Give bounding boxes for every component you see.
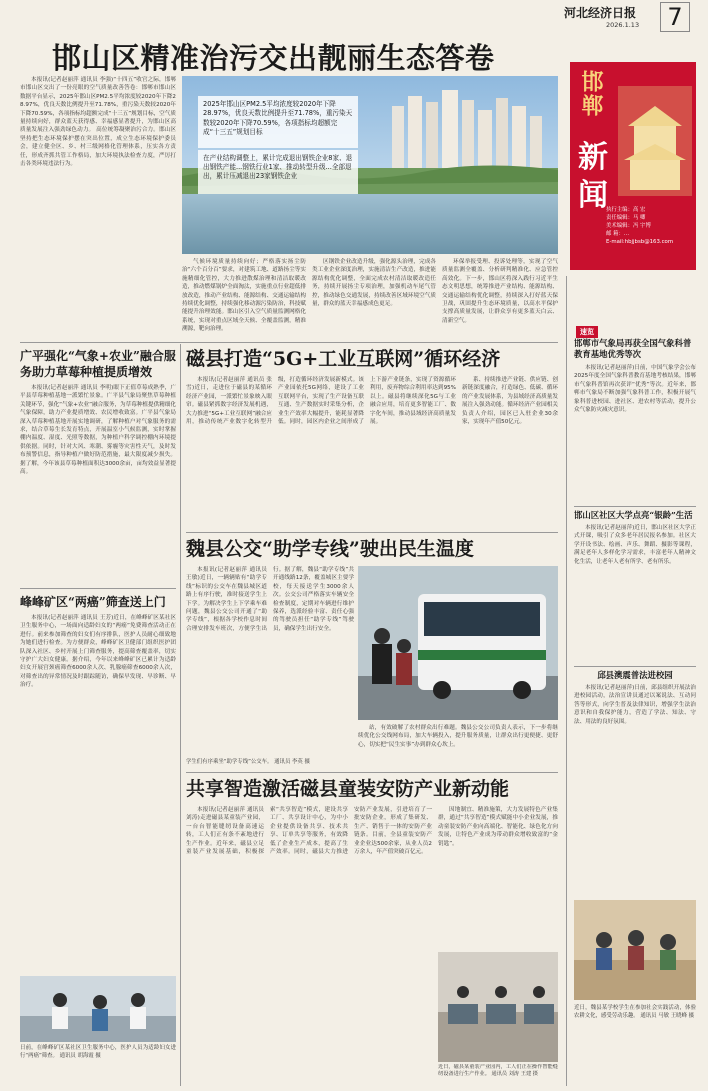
brief2-text bbox=[574, 524, 696, 664]
editor-line: 责任编辑：马 卿 bbox=[606, 215, 646, 221]
story6-caption-text: 近日，磁县某童装产业园内，工人们正在操作智能缝纫设备进行生产作业。 通讯员 刘涛 王建 摄 bbox=[438, 1064, 558, 1078]
story4-text2 bbox=[462, 376, 558, 528]
story6-paragraph-2: 因地制宜、精准施策，大力发展特色产业集群，通过“共享智造”模式赋能中小企业发展，推动童装安防产业向高端化、智能化、绿色化方向发展，让特色产业成为带动群众增收致富的“金钥匙”。 bbox=[438, 807, 558, 847]
story3-caption-text: 日前，在峰峰矿区某社区卫生服务中心，医护人员为适龄妇女进行“两癌”筛查。 通讯员 胡海霞 摄 bbox=[20, 1045, 176, 1059]
story4-paragraph-2: 系、持续推进产业链、供应链、创新链深度融合，打造绿色、低碳、循环的产业发展体系，为县域经济高质量发展注入强劲动能。循环经济产业园相关负责人介绍，园区已入驻企业30余家，实现年产值50亿元。 bbox=[462, 377, 558, 426]
lead-callout-2 bbox=[198, 150, 358, 194]
story5-caption bbox=[186, 758, 558, 768]
brief1-title: 邯郸市气象局再获全国气象科普教育基地优秀等次 bbox=[574, 338, 692, 359]
page-number: 7 bbox=[660, 2, 690, 32]
brief2-title: 邯山区社区大学点亮“银龄”生活 bbox=[574, 510, 693, 520]
story6-text bbox=[186, 806, 432, 1082]
brief3-title: 邱县澳震普法进校园 bbox=[597, 670, 673, 680]
editor-info bbox=[606, 206, 692, 246]
lead-text-far-right bbox=[442, 258, 558, 336]
editor-line: E-mail:hbjjbsb@163.com bbox=[606, 239, 674, 245]
section-banner bbox=[570, 62, 696, 270]
story2-headline: 广平强化“气象+农业”融合服务助力草莓种植提质增效 bbox=[20, 349, 176, 379]
story3-headline: 峰峰矿区“两癌”筛查送上门 bbox=[20, 595, 166, 609]
callout-1-text: 2025年邯山区PM2.5平均浓度较2020年下降28.97%，优良天数比例提升至71.78%，重污染天数较2020年下降70.59%，各项指标均超额完成“十三五”规划目标 bbox=[203, 100, 353, 137]
story5-caption-text: 学生们有序乘坐“助学专线”公交车。 通讯员 李英 摄 bbox=[186, 759, 310, 765]
divider-sidebar-2 bbox=[574, 666, 696, 667]
lead-paragraph-1: 本报讯(记者赵丽萍 通讯员 李强)“十四五”收官之际，邯郸市邯山区交出了一份亮眼的空气质量改善答卷：邯郸市邯山区数据平台显示，2025年邯山区PM2.5平均浓度较2020年下降28.97%，优良天数比例提升至71.78%，重污染天数较2020年下降70.59%，各项指标均超额完成“十三五”规划目标，空气质量持续向好，群众蓝天获得感、幸福感显著提升，为邯山区高质量发展注入强劲绿色动力。 高位统筹凝聚治污合力。邯山区坚持把生态环境保护摆在突出位置，成立生态环境保护委员会，建立健全区、乡、村三级网格化管理体系，压实各方责任，形成齐抓共管工作格局，加大环境执法检查力度，严厉打击各类环境违法行为。 bbox=[20, 77, 176, 168]
story5-photo bbox=[358, 566, 558, 720]
story4-paragraph: 本报讯(记者赵丽萍 通讯员 张雪)近日，走进位于磁县的某循环经济产业园，一派繁忙景象映入眼帘。磁县紧抓数字经济发展机遇，大力推进“5G+工业互联网”融合应用，推动传统产业数字化转型升级，打造循环经济发展新模式。该产业园依托5G网络，建设了工业互联网平台，实现了生产设备互联互通、生产数据实时采集分析，企业生产效率大幅提升，能耗显著降低。同时，园区内企业之间形成了上下游产业链条，实现了资源循环利用，废弃物综合利用率达到95%以上。磁县将继续深化5G与工业融合应用，培育更多智能工厂、数字化车间，推动县域经济高质量发展。 bbox=[186, 377, 456, 426]
lead-paragraph-4: 环保举报受理、投诉处理等，实现了空气质量监测全覆盖、分析研判精准化、应急管控高效化。下一步，邯山区将深入践行习近平生态文明思想，统筹推进产业结构、能源结构、交通运输结构优化调整，持续深入打好蓝天保卫战，巩固提升生态环境质量，以高水平保护支撑高质量发展，让群众享有更多蓝天白云、清新空气。 bbox=[442, 259, 558, 324]
brief1-text bbox=[574, 364, 696, 504]
brief1-paragraph: 本报讯(记者赵丽萍)日前，中国气象学会公布2025年度全国气象科普教育基地考核结果，邯郸市气象科普馆再次获评“优秀”等次。近年来，邯郸市气象局不断加强气象科普工作，积极开展气象科普进校园、进社区、进农村等活动，提升公众气象防灾减灾意识。 bbox=[574, 365, 696, 414]
lead-text-right bbox=[312, 258, 436, 336]
story3-text bbox=[20, 614, 176, 972]
divider-sidebar-1 bbox=[574, 506, 696, 507]
story5-paragraph-2: 站，有效破解了农村群众出行难题。魏县公交公司负责人表示，下一步将继续优化公交线网布局，加大车辆投入，提升服务质量，让群众出行更便捷、更舒心，切实把“民生实事”办到群众心坎上。 bbox=[358, 725, 558, 748]
story6-paragraph: 本报讯(记者赵丽萍 通讯员 刘涛)走进磁县某童装产业园，一台台智能缝纫设备高速运转，工人们正有条不紊地进行生产作业。近年来，磁县立足童装产业发展基础，积极探索“共享智造”模式，建设共享工厂、共享设计中心，为中小企业提供设备共享、技术共享、订单共享等服务，有效降低了企业生产成本，提高了生产效率。同时，磁县大力推进安防产业发展，引进培育了一批安防企业，形成了集研发、生产、销售于一体的安防产业链条。目前，全县童装安防产业企业达500余家，从业人员2万余人，年产值突破百亿元。 bbox=[186, 807, 432, 856]
brief2-paragraph: 本报讯(记者赵丽萍)近日，邯山区社区大学正式开课，吸引了众多老年居民报名参加。社区大学开设书法、绘画、声乐、舞蹈、摄影等课程，满足老年人多样化学习需求，丰富老年人精神文化生活，让老年人老有所学、老有所乐。 bbox=[574, 525, 696, 565]
lead-paragraph-3: 区钢铁企业改造升级，强化源头治理，完成各类工业企业深度治理，实施清洁生产改造，推进能源结构优化调整，全面完成农村清洁取暖改造任务，持续开展扬尘专项治理，加强机动车尾气管控，推动绿色交通发展，持续改善区域环境空气质量，群众的蓝天幸福感成色更足。 bbox=[312, 259, 436, 308]
story3-paragraph: 本报讯(记者赵丽萍 通讯员 王芳)近日，在峰峰矿区某社区卫生服务中心，一场面向适龄妇女的“两癌”免费筛查活动正在进行。前来参加筛查的妇女们有序排队，医护人员耐心细致地为她们进行检查。为方便群众，峰峰矿区卫健部门组织医护团队深入社区、乡村开展上门筛查服务，提高筛查覆盖率，切实守护广大妇女健康。据介绍，今年以来峰峰矿区已累计为适龄妇女开展宫颈癌筛查6000余人次、乳腺癌筛查6000余人次，对筛查出的异常情况及时跟踪随访，确保早发现、早诊断、早治疗。 bbox=[20, 615, 176, 689]
paper-name: 河北经济日报 bbox=[564, 6, 637, 20]
section-title-2: 闻 bbox=[578, 178, 608, 213]
pavilion-illustration bbox=[618, 86, 692, 196]
brief3-paragraph: 本报讯(记者赵丽萍)日前，邱县组织开展法治进校园活动，法治宣讲员通过以案说法、互动问答等形式，向学生普及法律知识，增强学生法治意识和自我保护能力，营造了学法、知法、守法、用法的良好氛围。 bbox=[574, 685, 696, 725]
editor-line: 执行主编：高 宏 bbox=[606, 207, 646, 213]
story3-photo bbox=[20, 976, 176, 1042]
story6-text2 bbox=[438, 806, 558, 948]
sidebar-caption-text: 近日，魏县某学校学生在参加社会实践活动，体验农耕文化，感受劳动乐趣。 通讯员 马敏 王晓峰 摄 bbox=[574, 1005, 696, 1019]
lead-headline: 邯山区精准治污交出靓丽生态答卷 bbox=[52, 41, 495, 75]
story6-photo-caption bbox=[438, 1064, 558, 1086]
students-activity-photo bbox=[574, 900, 696, 1000]
divider-story6 bbox=[186, 772, 558, 773]
story3-photo-caption bbox=[20, 1044, 176, 1084]
sidebar-tag: 速览 bbox=[576, 326, 598, 338]
story5-headline: 魏县公交“助学专线”驶出民生温度 bbox=[186, 538, 474, 560]
story2-text bbox=[20, 384, 176, 580]
factory-photo bbox=[438, 952, 558, 1062]
story6-headline: 共享智造激活磁县童装安防产业新动能 bbox=[186, 778, 510, 800]
divider-story5 bbox=[186, 532, 558, 533]
editor-line: 邮 箱：... bbox=[606, 231, 630, 237]
sidebar-rule bbox=[566, 276, 567, 1086]
brief3-text bbox=[574, 684, 696, 898]
story5-text2 bbox=[358, 724, 558, 756]
publish-date: 2026.1.13 bbox=[606, 21, 640, 29]
editor-line: 美术编辑：冯 宇博 bbox=[606, 223, 651, 229]
medical-screening-photo bbox=[20, 976, 176, 1042]
section-city: 邯郸 bbox=[578, 70, 604, 118]
bus-photo bbox=[358, 566, 558, 720]
lead-paragraph-2: 气候环境质量持续向好；严格落实扬尘防治“六个百分百”要求，对建筑工地、道路扬尘等实施精细化管控，大力推进散煤治理和清洁取暖改造，推动燃煤锅炉全面淘汰，实施重点行业超低排放改造，推动产业结构、能源结构、交通运输结构持续优化调整，持续强化移动源污染防治，科技赋能提升治理效能。邯山区引入空气质量监测网格化系统，实现对重点区域全天候、全覆盖监测，精准溯源，靶向治理。 bbox=[182, 259, 306, 333]
masthead bbox=[0, 0, 708, 32]
divider-story3 bbox=[20, 588, 176, 589]
story6-photo bbox=[438, 952, 558, 1062]
story5-text bbox=[186, 566, 354, 756]
lead-text-left bbox=[20, 76, 176, 338]
story4-text bbox=[186, 376, 456, 528]
lead-callout-1 bbox=[198, 96, 358, 148]
sidebar-photo-caption bbox=[574, 1004, 696, 1084]
story2-paragraph: 本报讯(记者赵丽萍 通讯员 李明)眼下正值草莓成熟季，广平县草莓种植基地一派繁忙景象。广平县气象局聚焦草莓种植关键环节，强化“气象+农业”融合服务，为草莓种植提供精细化气象保障，助力产业提质增效、农民增收致富。广平县气象局深入草莓种植基地开展实地调研，了解种植户对气象服务的需求，结合草莓生长发育特点，开展温室小气候监测，实时掌握棚内温度、湿度、光照等数据，为种植户科学调控棚内环境提供依据。同时，针对大风、寒潮、雾霾等灾害性天气，及时发布预警信息，指导种植户做好防范措施，最大限度减少损失。据了解，今年该县草莓种植面积达3000余亩，亩均效益显著提高。 bbox=[20, 385, 176, 476]
left-column-rule bbox=[180, 344, 181, 1086]
divider-lead bbox=[20, 342, 558, 343]
callout-2-text: 在产业结构调整上，累计完成退出钢铁企业8家、退出钢铁产能...钢铁行业1家、推动转型升级...全部退出，累计压减退出23家钢铁企业 bbox=[203, 154, 353, 181]
story5-paragraph: 本报讯(记者赵丽萍 通讯员 王敏)近日，一辆辆贴有“助学专线”标识的公交车在魏县城区道路上有序行驶，准时接送学生上下学。为解决学生上下学乘车难问题，魏县公交公司开通了“助学专线”，根据各学校作息时间合理安排发车班次，方便学生出行。据了解，魏县“助学专线”共开通线路12条，覆盖城区主要学校，每天接送学生3000余人次。公交公司严格落实车辆安全检查制度，定期对车辆进行维护保养，选派经验丰富、责任心强的驾驶员担任“助学专线”驾驶员，确保学生出行安全。 bbox=[186, 567, 354, 632]
section-title-1: 新 bbox=[578, 140, 608, 175]
sidebar-photo bbox=[574, 900, 696, 1000]
story4-headline: 磁县打造“5G+工业互联网”循环经济 bbox=[186, 348, 501, 370]
lead-text-mid bbox=[182, 258, 306, 336]
